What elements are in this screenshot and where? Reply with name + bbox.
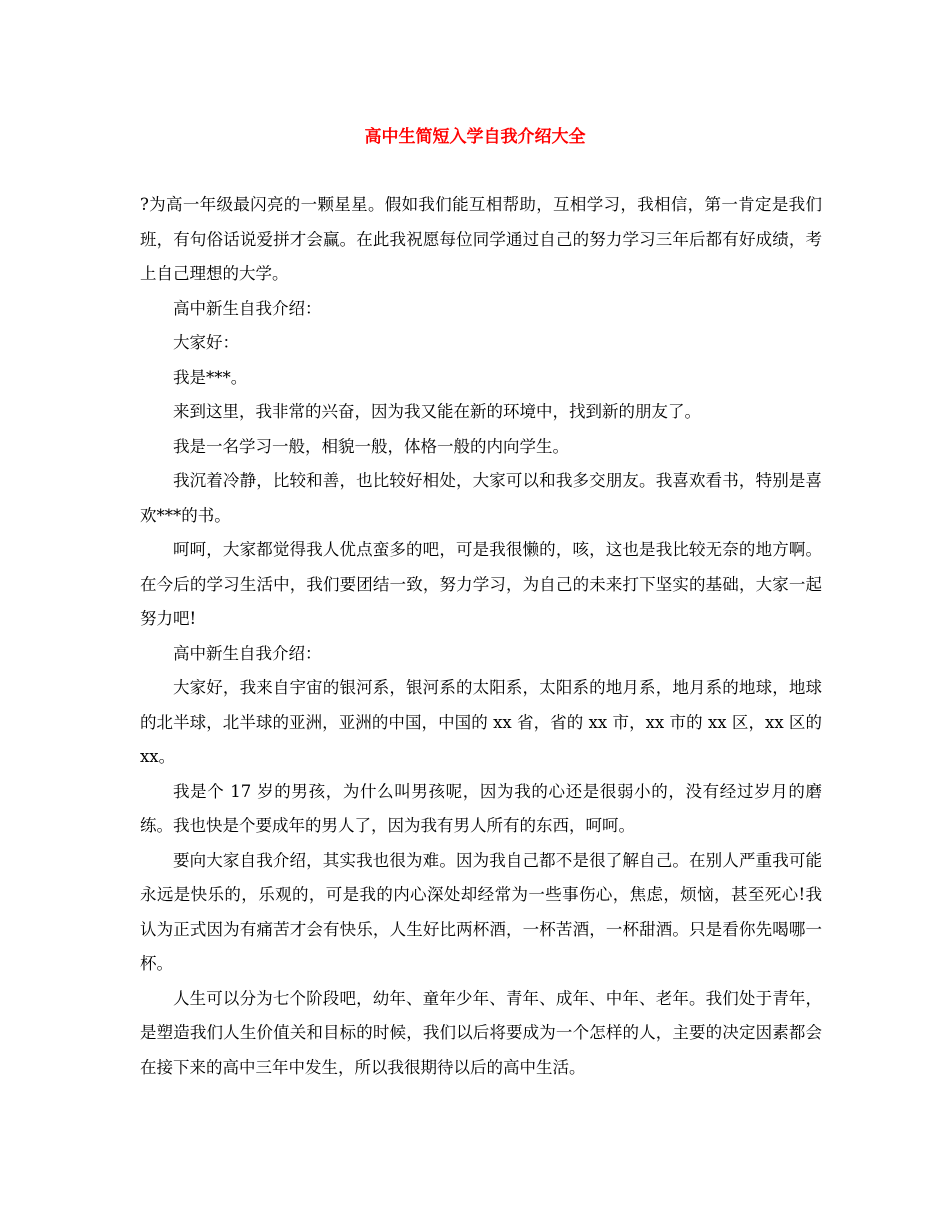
paragraph: 要向大家自我介绍，其实我也很为难。因为我自己都不是很了解自己。在别人严重我可能永远是快乐的，乐观的，可是我的内心深处却经常为一些事伤心，焦虑，烦恼，甚至死心!我认为正式因为有痛苦才会有快乐，人生好比两杯酒，一杯苦酒，一杯甜酒。只是看你先喝哪一杯。 <box>140 850 822 973</box>
section-heading: 高中新生自我介绍： <box>173 298 322 318</box>
document-title: 高中生简短入学自我介绍大全 <box>364 127 586 147</box>
paragraph: ?为高一年级最闪亮的一颗星星。假如我们能互相帮助，互相学习，我相信，第一肯定是我们班，有句俗话说爱拼才会赢。在此我祝愿每位同学通过自己的努力学习三年后都有好成绩，考上自己理想的大学。 <box>140 195 822 283</box>
paragraph: 我是个 17 岁的男孩，为什么叫男孩呢，因为我的心还是很弱小的，没有经过岁月的磨练。我也快是个要成年的男人了，因为我有男人所有的东西，呵呵。 <box>140 781 822 835</box>
document-body <box>140 188 822 1085</box>
section-heading: 高中新生自我介绍： <box>173 643 322 663</box>
paragraph: 我是一名学习一般，相貌一般，体格一般的内向学生。 <box>173 436 569 456</box>
paragraph: 大家好，我来自宇宙的银河系，银河系的太阳系，太阳系的地月系，地月系的地球，地球的北半球，北半球的亚洲，亚洲的中国，中国的 xx 省，省的 xx 市，xx 市的 xx 区，xx 区的 xx。 <box>140 678 822 766</box>
paragraph: 人生可以分为七个阶段吧，幼年、童年少年、青年、成年、中年、老年。我们处于青年，是塑造我们人生价值关和目标的时候，我们以后将要成为一个怎样的人，主要的决定因素都会在接下来的高中三年中发生，所以我很期待以后的高中生活。 <box>140 988 822 1077</box>
paragraph: 我是***。 <box>173 367 248 387</box>
paragraph: 我沉着冷静，比较和善，也比较好相处，大家可以和我多交朋友。我喜欢看书，特别是喜欢***的书。 <box>140 471 822 525</box>
paragraph: 来到这里，我非常的兴奋，因为我又能在新的环境中，找到新的朋友了。 <box>173 402 701 421</box>
paragraph: 大家好： <box>173 333 239 352</box>
paragraph: 呵呵，大家都觉得我人优点蛮多的吧，可是我很懒的，咳，这也是我比较无奈的地方啊。 在今后的学习生活中，我们要团结一致，努力学习，为自己的未来打下坚实的基础，大家一起努力吧! <box>140 540 822 628</box>
